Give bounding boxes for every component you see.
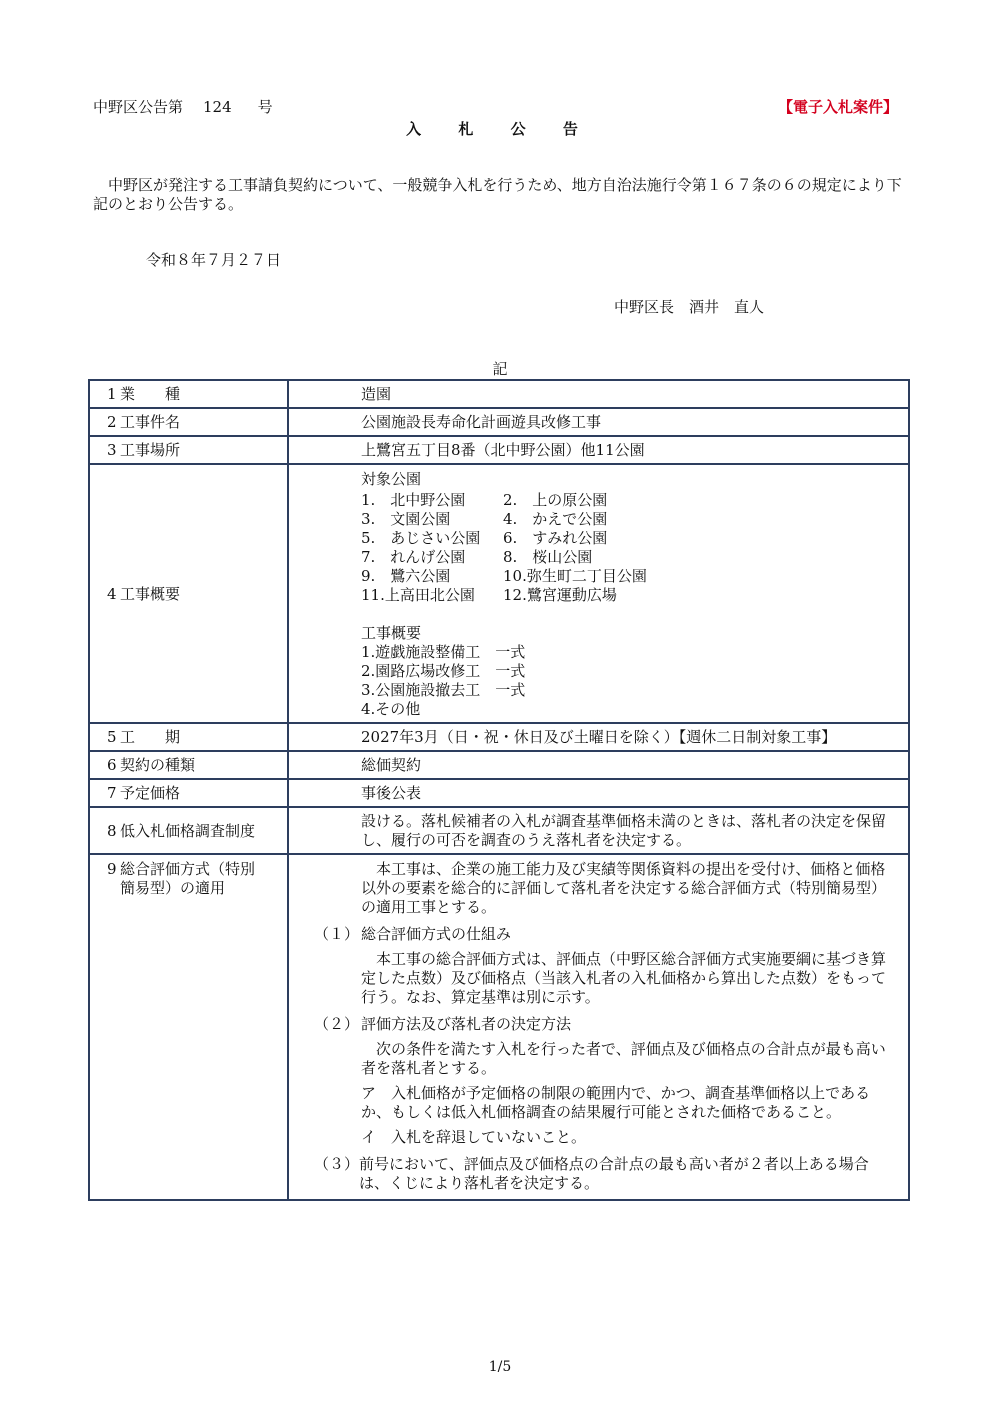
table-row (89, 408, 909, 436)
notice-suffix: 号 (257, 98, 273, 116)
notice-prefix: 中野区公告第 (93, 98, 184, 116)
section-heading: （３） 前号において、評価点及び価格点の合計点の最も高い者が２者以上ある場合は、くじにより落札者を決定する。 (314, 1155, 869, 1192)
spec-table (88, 379, 910, 1201)
row-label: 4 工事概要 (89, 464, 288, 723)
notice-date: 令和８年７月２７日 (146, 251, 282, 269)
list-item: 2.園路広場改修工 一式 (361, 662, 526, 680)
row-value-estimated-price: 事後公表 (288, 779, 909, 807)
row-value-comprehensive-evaluation (288, 854, 909, 1200)
row-label: 9 総合評価方式（特別 簡易型）の適用 (89, 854, 288, 1200)
list-item: 7. れんげ公園 8. 桜山公園 (361, 548, 593, 566)
row-value-location: 上鷺宮五丁目8番（北中野公園）他11公園 (288, 436, 909, 464)
list-item: 9. 鷺六公園 10.弥生町二丁目公園 (361, 567, 647, 585)
list-item: 1. 北中野公園 2. 上の原公園 (361, 491, 608, 509)
section-heading: （２） 評価方法及び落札者の決定方法 (314, 1015, 572, 1033)
section-heading: （１） 総合評価方式の仕組み (314, 925, 512, 943)
list-item: 3.公園施設撤去工 一式 (361, 681, 526, 699)
table-row (89, 464, 909, 723)
section-body: 次の条件を満たす入札を行った者で、評価点及び価格点の合計点が最も高い者を落札者とする。 (361, 1040, 886, 1077)
condition-a: ア 入札価格が予定価格の制限の範囲内で、かつ、調査基準価格以上であるか、もしくは低入札価格調査の結果履行可能とされた価格であること。 (361, 1084, 871, 1121)
intro-paragraph: 中野区が発注する工事請負契約について、一般競争入札を行うため、地方自治法施行令第１６７条の６の規定により下記のとおり公告する。 (93, 176, 902, 213)
list-item: 1.遊戯施設整備工 一式 (361, 643, 526, 661)
page-number: 1/5 (488, 1359, 512, 1375)
section-body: 本工事の総合評価方式は、評価点（中野区総合評価方式実施要綱に基づき算定した点数）及び価格点（当該入札者の入札価格から算出した点数）をもって行う。なお、算定基準は別に示す。 (361, 950, 887, 1006)
table-row (89, 854, 909, 1200)
row-value-overview (288, 464, 909, 723)
table-row (89, 380, 909, 408)
row-value-contract-type: 総価契約 (288, 751, 909, 779)
notice-number: 124 (203, 98, 232, 116)
condition-b: イ 入札を辞退していないこと。 (361, 1128, 587, 1146)
row-label: 1 業 種 (89, 380, 288, 408)
row-label: 6 契約の種類 (89, 751, 288, 779)
page-title: 入 札 公 告 (406, 120, 594, 138)
list-item: 5. あじさい公園 6. すみれ公園 (361, 529, 608, 547)
row-value-period: 2027年3月（日・祝・休日及び土曜日を除く）【週休二日制対象工事】 (288, 723, 909, 751)
ki-heading: 記 (492, 360, 508, 378)
list-item: 11.上高田北公園 12.鷺宮運動広場 (361, 586, 617, 604)
row-label: 5 工 期 (89, 723, 288, 751)
row-label: 7 予定価格 (89, 779, 288, 807)
eval-intro: 本工事は、企業の施工能力及び実績等関係資料の提出を受付け、価格と価格以外の要素を総合的に評価して落札者を決定する総合評価方式（特別簡易型）の適用工事とする。 (361, 860, 887, 916)
table-row (89, 723, 909, 751)
notice-number-line (93, 98, 273, 117)
row-label: 2 工事件名 (89, 408, 288, 436)
row-value-low-bid-survey: 設ける。落札候補者の入札が調査基準価格未満のときは、落札者の決定を保留し、履行の可否を調査のうえ落札者を決定する。 (288, 807, 909, 854)
table-row (89, 807, 909, 854)
parks-heading: 対象公園 (361, 470, 422, 488)
overview-heading: 工事概要 (361, 624, 422, 642)
row-label: 3 工事場所 (89, 436, 288, 464)
electronic-bid-tag: 【電子入札案件】 (777, 98, 898, 116)
table-row (89, 436, 909, 464)
table-row (89, 751, 909, 779)
row-label: 8 低入札価格調査制度 (89, 807, 288, 854)
parks-list (361, 491, 896, 605)
table-row (89, 779, 909, 807)
list-item: 3. 文園公園 4. かえで公園 (361, 510, 608, 528)
list-item: 4.その他 (361, 700, 421, 718)
row-value-project-name: 公園施設長寿命化計画遊具改修工事 (288, 408, 909, 436)
signer: 中野区長 酒井 直人 (614, 298, 765, 316)
row-value-category: 造園 (288, 380, 909, 408)
